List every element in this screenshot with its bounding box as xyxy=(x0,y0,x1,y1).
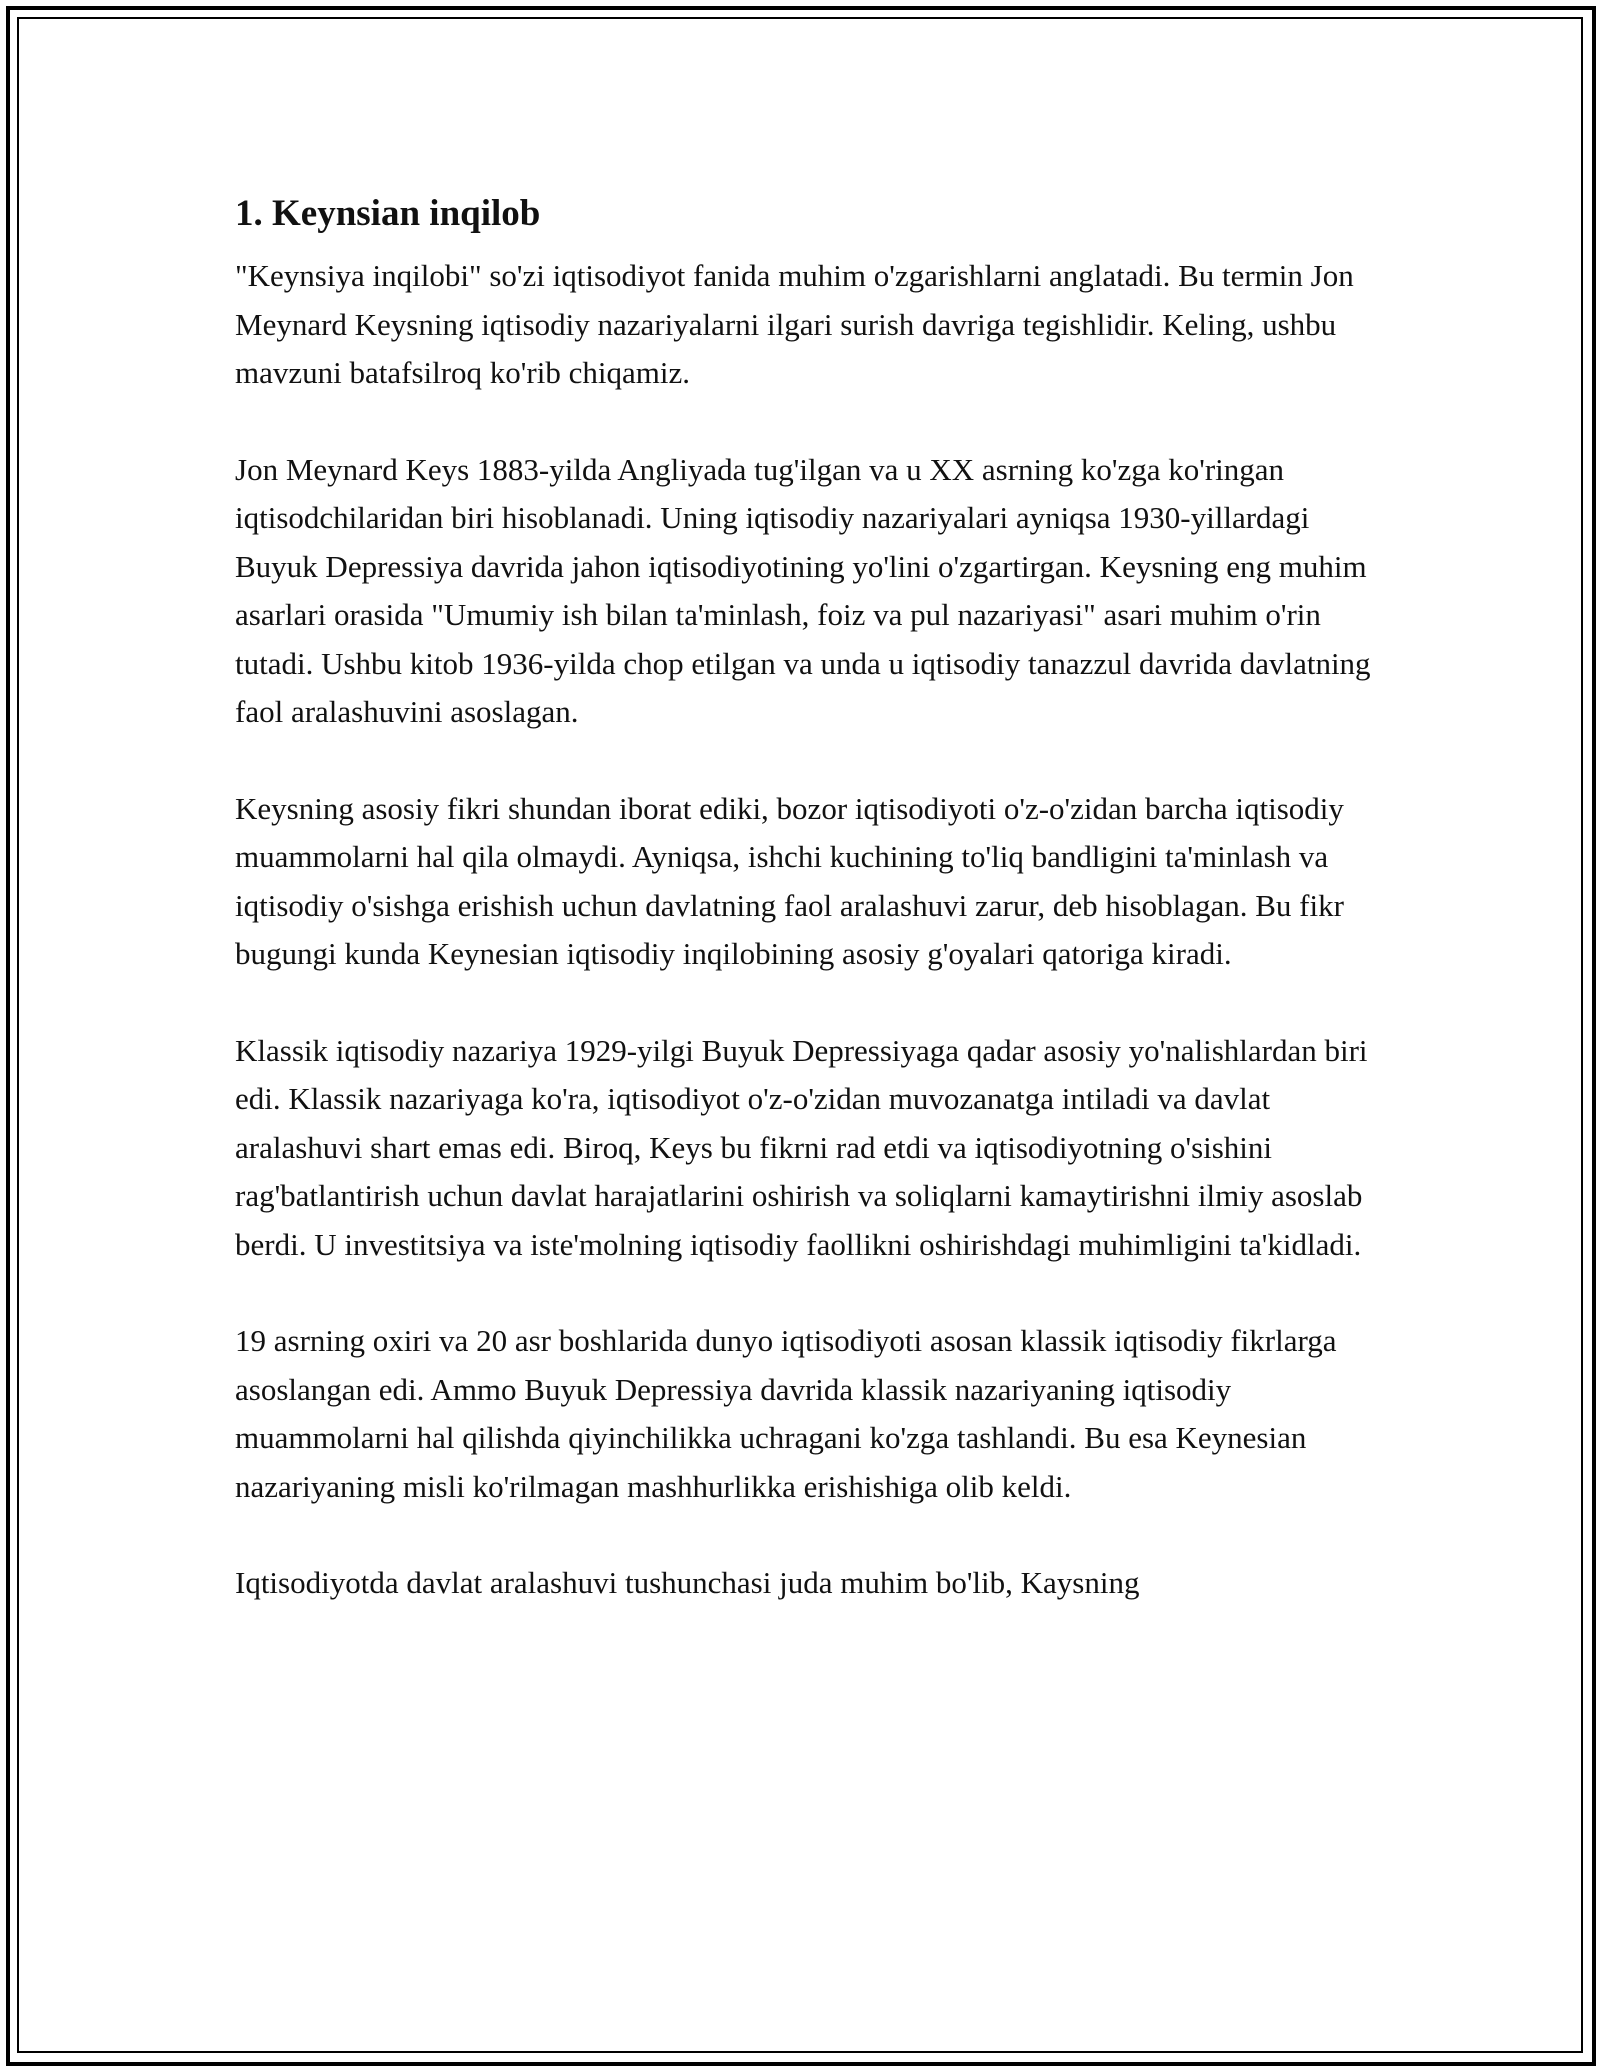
paragraph: "Keynsiya inqilobi" so'zi iqtisodiyot fanida muhim o'zgarishlarni anglatadi. Bu termin Jon Meynard Keysning iqtisodiy nazariyalarni ilgari surish davriga tegishlidir. Keling, ushbu mavzuni batafsilroq ko'rib chiqamiz. xyxy=(235,258,1354,390)
paragraph: Iqtisodiyotda davlat aralashuvi tushunchasi juda muhim bo'lib, Kaysning xyxy=(235,1565,1140,1600)
paragraph: Keysning asosiy fikri shundan iborat ediki, bozor iqtisodiyoti o'z-o'zidan barcha iqtisodiy muammolarni hal qila olmaydi. Ayniqsa, ishchi kuchining to'liq bandligini ta'minlash va iqtisodiy o'sishga erishish uchun davlatning faol aralashuvi zarur, deb hisoblagan. Bu fikr bugungi kunda Keynesian iqtisodiy inqilobining asosiy g'oyalari qatoriga kiradi. xyxy=(235,790,1344,971)
paragraph: 19 asrning oxiri va 20 asr boshlarida dunyo iqtisodiyoti asosan klassik iqtisodiy fikrlarga asoslangan edi. Ammo Buyuk Depressiya davrida klassik nazariyaning iqtisodiy muammolarni hal qilishda qiyinchilikka uchragani ko'zga tashlandi. Bu esa Keynesian nazariyaning misli ko'rilmagan mashhurlikka erishishiga olib keldi. xyxy=(235,1323,1337,1504)
document-body xyxy=(235,186,1395,1608)
paragraph: Klassik iqtisodiy nazariya 1929-yilgi Buyuk Depressiyaga qadar asosiy yo'nalishlardan biri edi. Klassik nazariyaga ko'ra, iqtisodiyot o'z-o'zidan muvozanatga intiladi va davlat aralashuvi shart emas edi. Biroq, Keys bu fikrni rad etdi va iqtisodiyotning o'sishini rag'batlantirish uchun davlat harajatlarini oshirish va soliqlarni kamaytirishni ilmiy asoslab berdi. U investitsiya va iste'molning iqtisodiy faollikni oshirishdagi muhimligini ta'kidladi. xyxy=(235,1032,1368,1262)
paragraph: Jon Meynard Keys 1883-yilda Angliyada tug'ilgan va u XX asrning ko'zga ko'ringan iqtisodchilaridan biri hisoblanadi. Uning iqtisodiy nazariyalari ayniqsa 1930-yillardagi Buyuk Depressiya davrida jahon iqtisodiyotining yo'lini o'zgartirgan. Keysning eng muhim asarlari orasida "Umumiy ish bilan ta'minlash, foiz va pul nazariyasi" asari muhim o'rin tutadi. Ushbu kitob 1936-yilda chop etilgan va unda u iqtisodiy tanazzul davrida davlatning faol aralashuvini asoslagan. xyxy=(235,451,1371,729)
section-heading: 1. Keynsian inqilob xyxy=(235,193,541,234)
